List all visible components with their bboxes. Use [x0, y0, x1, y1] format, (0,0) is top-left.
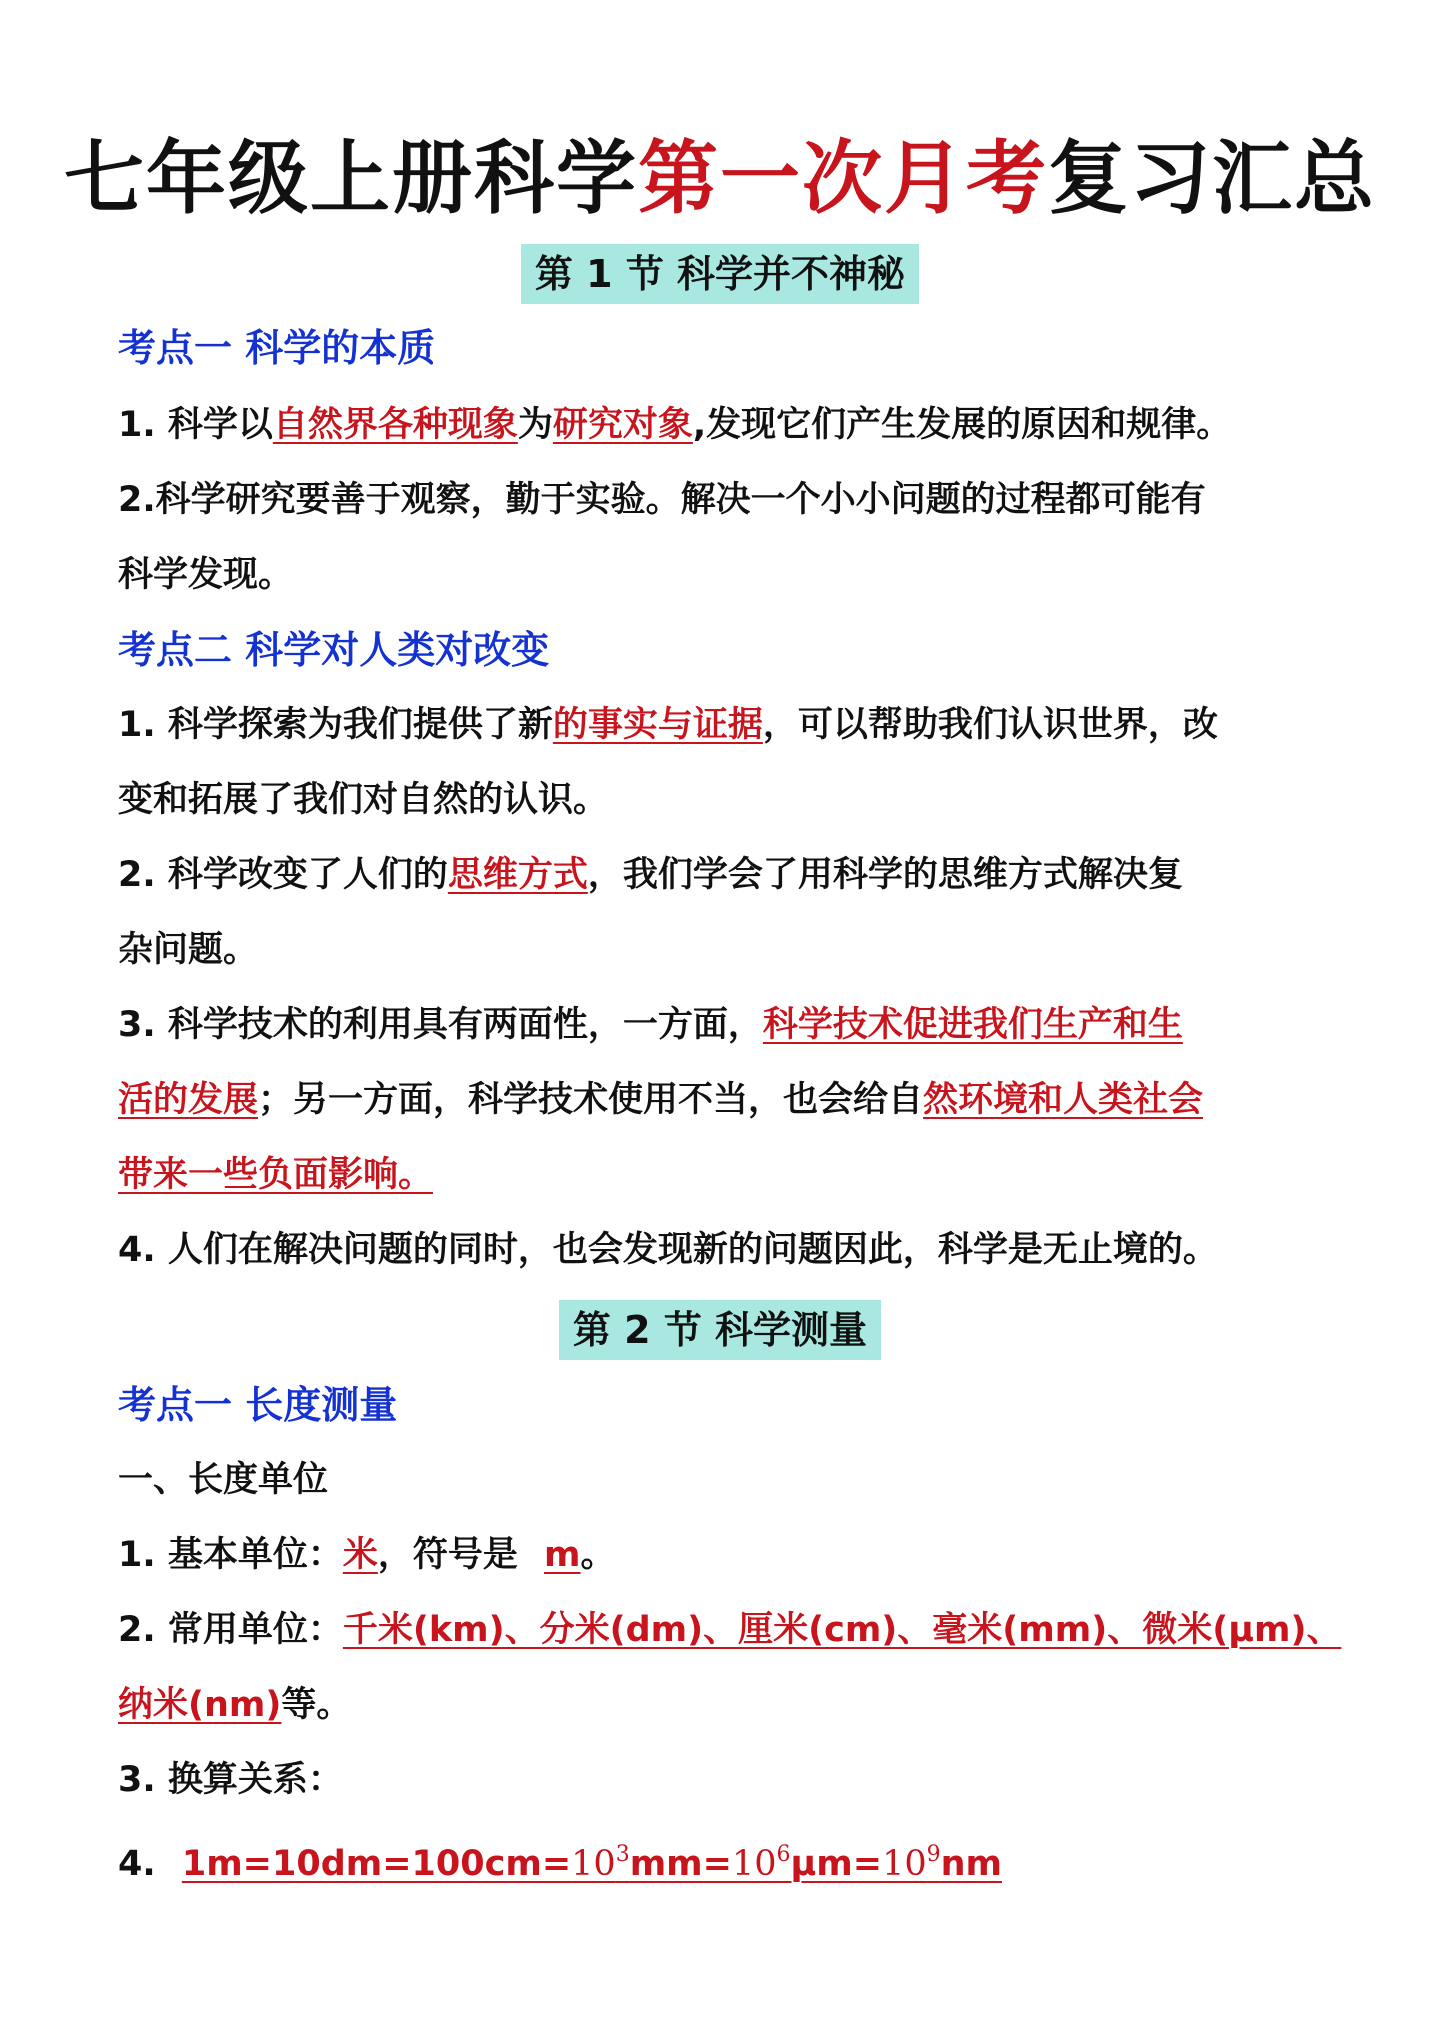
text: 2. 常用单位：	[118, 1610, 343, 1650]
text: 2. 科学改变了人们的	[118, 855, 448, 895]
kd1-line-3: 科学发现。	[118, 555, 294, 595]
kd2-line-3	[118, 847, 1318, 903]
text: 1. 科学以	[118, 405, 273, 445]
highlight: m	[544, 1535, 581, 1575]
kd2-line-4: 杂问题。	[118, 930, 259, 970]
kd3-line-1	[118, 1527, 1318, 1583]
kd2-line-1	[118, 697, 1318, 753]
power-10-3	[571, 1844, 630, 1884]
kd3-line-3	[118, 1677, 1318, 1733]
highlight: 1m=10dm=100cm=	[181, 1844, 572, 1884]
text: ,发现它们产生发展的原因和规律。	[692, 405, 1232, 445]
text: ；另一方面，科学技术使用不当，也会给自	[258, 1080, 924, 1120]
text: 。	[580, 1535, 616, 1575]
highlight: 带来一些负面影响。	[118, 1155, 434, 1195]
kd1-line-2: 2.科学研究要善于观察，勤于实验。解决一个小小问题的过程都可能有	[118, 480, 1206, 520]
highlight: nm	[940, 1844, 1003, 1884]
highlight: 研究对象	[552, 405, 693, 445]
highlight: 思维方式	[447, 855, 588, 895]
highlight: 纳米(nm)	[118, 1685, 282, 1725]
kd3-line-5	[118, 1827, 1318, 1892]
kd1-line-1	[118, 397, 1318, 453]
title-part-1: 七年级上册科学	[64, 131, 638, 225]
kd3-heading: 考点一 长度测量	[118, 1383, 398, 1427]
highlight: 活的发展	[118, 1080, 259, 1120]
section-1-label: 第 1 节 科学并不神秘	[521, 244, 919, 304]
exponent: 6	[776, 1842, 791, 1867]
section-2-heading	[0, 1300, 1440, 1360]
kd2-line-7	[118, 1147, 1318, 1203]
kd2-line-5	[118, 997, 1318, 1053]
text: 4.	[118, 1844, 168, 1884]
text: ，符号是	[377, 1535, 531, 1575]
text: 等。	[281, 1685, 352, 1725]
text: 1. 科学探索为我们提供了新	[118, 705, 553, 745]
base: 10	[731, 1844, 777, 1884]
highlight: 自然界各种现象	[272, 405, 518, 445]
highlight: 千米(km)、分米(dm)、厘米(cm)、毫米(mm)、微米(μm)、	[342, 1610, 1342, 1650]
text: ，我们学会了用科学的思维方式解决复	[587, 855, 1183, 895]
exponent: 3	[615, 1842, 630, 1867]
exponent: 9	[926, 1842, 941, 1867]
highlight: 的事实与证据	[552, 705, 763, 745]
text: 为	[517, 405, 553, 445]
text: 3. 科学技术的利用具有两面性，一方面，	[118, 1005, 763, 1045]
highlight: μm=	[790, 1844, 883, 1884]
kd1-heading: 考点一 科学的本质	[118, 326, 436, 370]
highlight: 科学技术促进我们生产和生	[762, 1005, 1183, 1045]
kd2-line-2: 变和拓展了我们对自然的认识。	[118, 780, 609, 820]
highlight: 然环境和人类社会	[923, 1080, 1204, 1120]
power-10-9	[882, 1844, 941, 1884]
section-2-label: 第 2 节 科学测量	[559, 1300, 881, 1360]
kd3-subheading: 一、长度单位	[118, 1460, 329, 1500]
title-part-3: 复习汇总	[1048, 131, 1376, 225]
section-1-heading	[0, 244, 1440, 304]
base: 10	[571, 1844, 616, 1884]
title-part-2: 第一次月考	[638, 131, 1048, 225]
text: ，可以帮助我们认识世界，改	[762, 705, 1218, 745]
kd2-heading: 考点二 科学对人类对改变	[118, 628, 550, 672]
kd2-line-8: 4. 人们在解决问题的同时，也会发现新的问题因此，科学是无止境的。	[118, 1230, 1218, 1270]
highlight: mm=	[629, 1844, 732, 1884]
page-title	[0, 128, 1440, 228]
kd3-line-4: 3. 换算关系：	[118, 1760, 343, 1800]
power-10-6	[732, 1844, 791, 1884]
kd3-line-2	[118, 1602, 1342, 1658]
highlight: 米	[342, 1535, 378, 1575]
kd2-line-6	[118, 1072, 1318, 1128]
base: 10	[882, 1844, 927, 1884]
text: 1. 基本单位：	[118, 1535, 343, 1575]
